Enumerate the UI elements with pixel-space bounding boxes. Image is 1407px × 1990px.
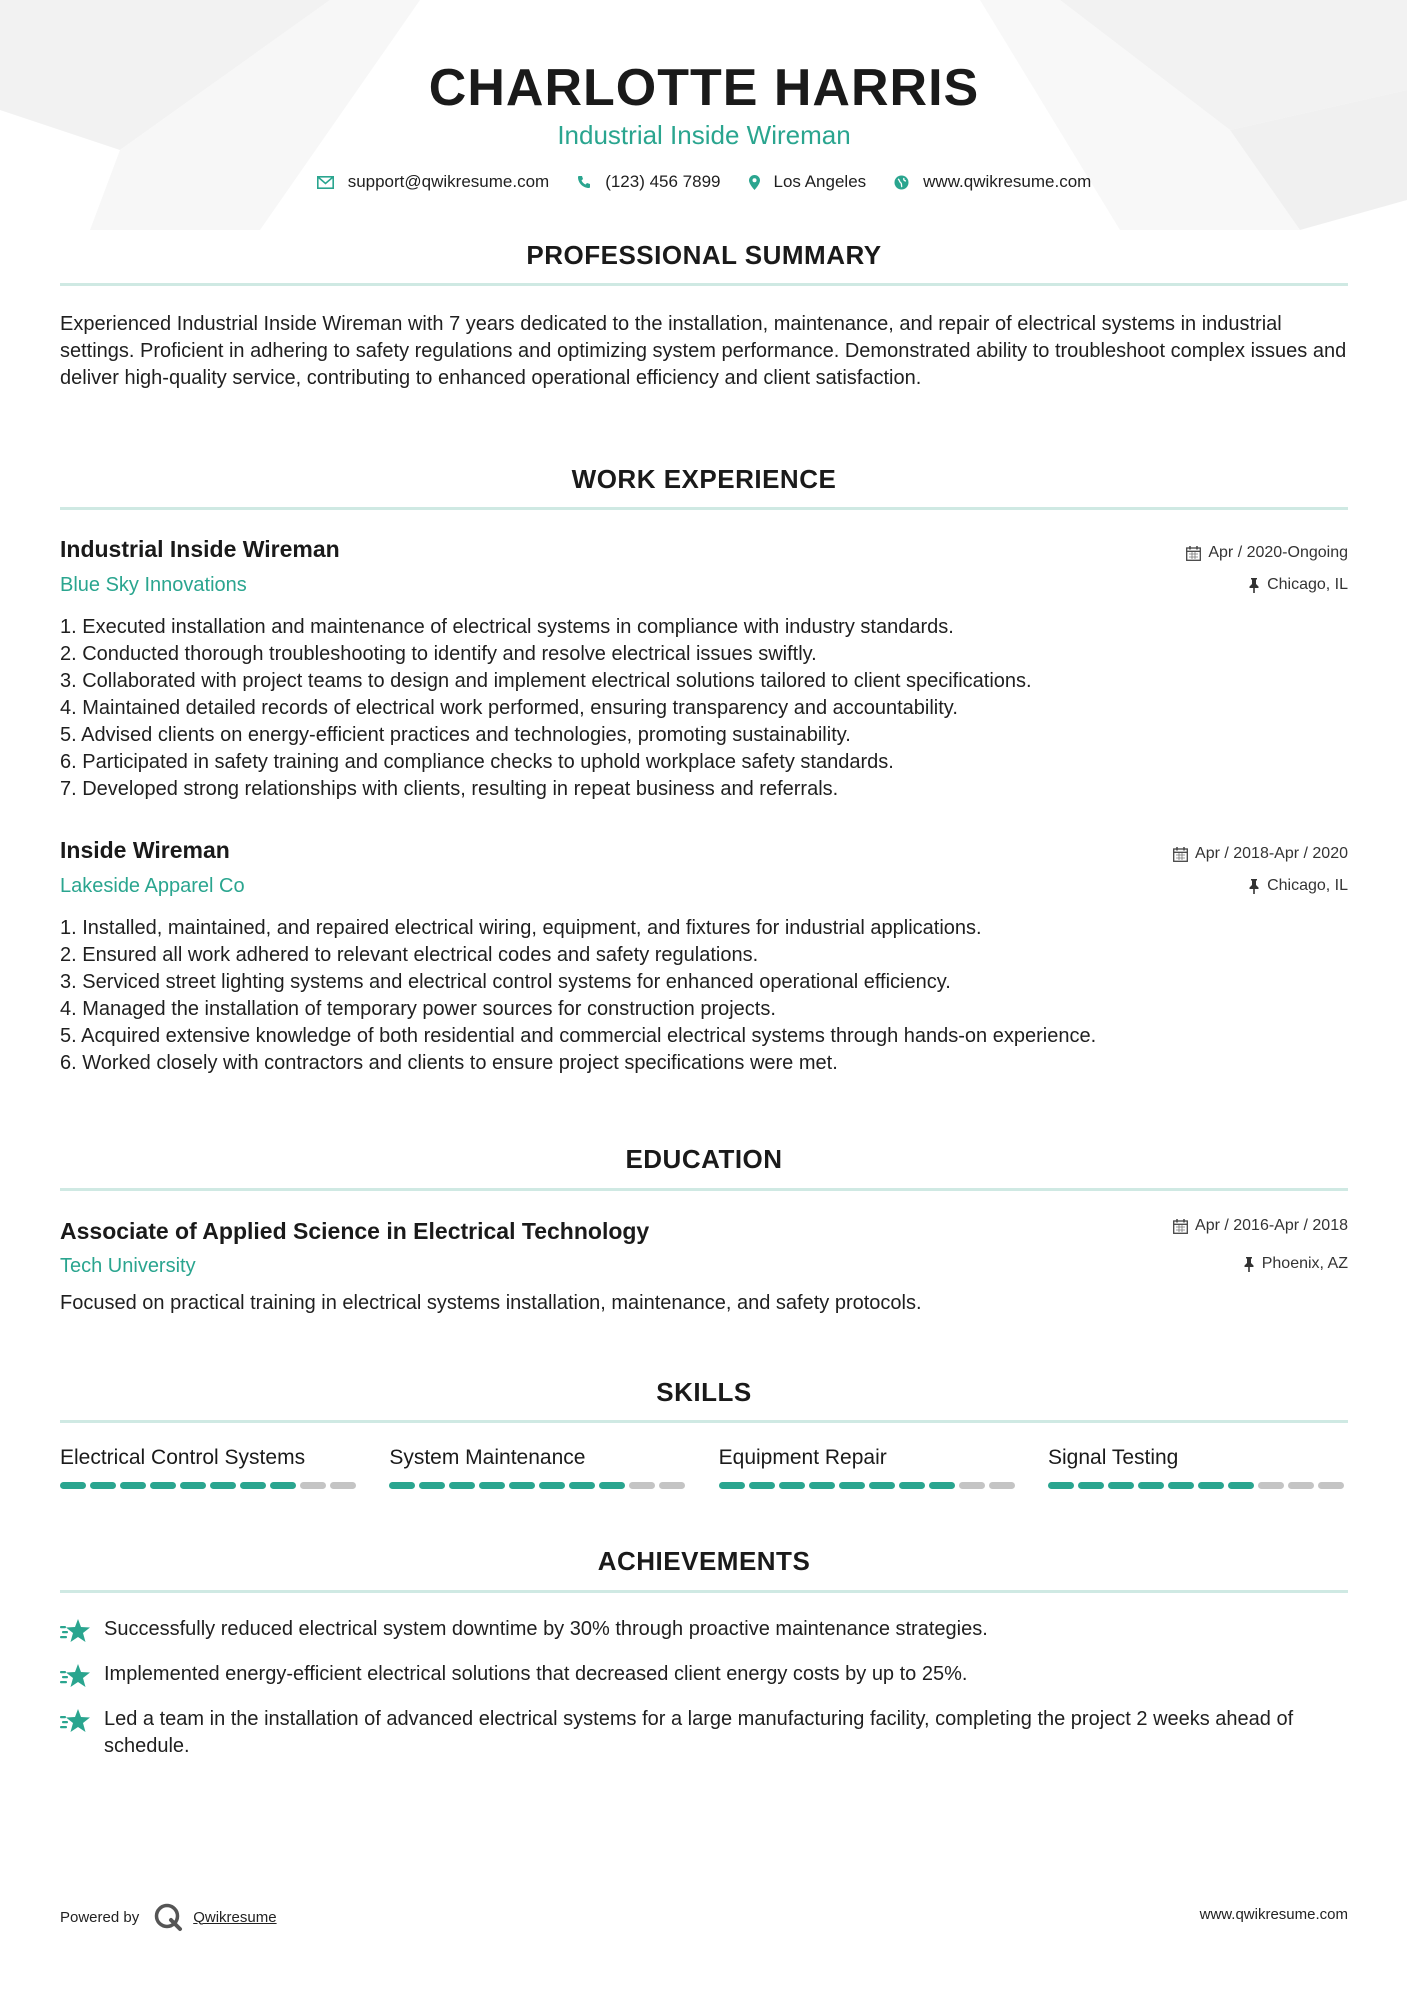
achievement-text: Implemented energy-efficient electrical solutions that decreased client energy costs by up to 25%. [104,1663,968,1685]
job-1-dates [1186,544,1348,562]
skill-level-segment [1258,1482,1284,1489]
globe-icon [894,175,909,190]
skill-level-segment [300,1482,326,1489]
skill-level-segment [449,1482,475,1489]
skill-level-segment [629,1482,655,1489]
calendar-icon [1173,847,1188,862]
education-dates [1173,1217,1348,1235]
skill-item [1048,1446,1348,1489]
list-item: 7. Developed strong relationships with clients, resulting in repeat business and referrals. [60,778,839,800]
job-2-dates-text: Apr / 2018-Apr / 2020 [1195,845,1348,862]
job-1-location-text: Chicago, IL [1267,576,1348,593]
list-item: 1. Installed, maintained, and repaired electrical wiring, equipment, and fixtures for industrial applications. [60,917,982,939]
phone-icon [577,175,591,189]
star-badge-icon [60,1618,92,1644]
job-2-company: Lakeside Apparel Co [60,875,245,897]
job-2-location-text: Chicago, IL [1267,877,1348,894]
pin-icon [1248,578,1260,593]
website-text: www.qwikresume.com [923,172,1092,191]
education-dates-text: Apr / 2016-Apr / 2018 [1195,1217,1348,1234]
skill-level-segment [839,1482,865,1489]
achievements-heading: ACHIEVEMENTS [597,1546,811,1576]
calendar-icon [1186,546,1201,561]
skill-item [60,1446,360,1489]
contact-location [749,172,867,192]
job-1-location [1248,576,1348,594]
job-2-bullets [60,915,1348,1077]
skill-level-segment [989,1482,1015,1489]
achievement-item [60,1706,1348,1760]
skills-divider [60,1420,1348,1423]
achievements-divider [60,1590,1348,1593]
footer-website[interactable]: www.qwikresume.com [1199,1906,1348,1923]
education-location-text: Phoenix, AZ [1261,1255,1348,1272]
skill-level-segment [1048,1482,1074,1489]
education-description: Focused on practical training in electrical systems installation, maintenance, and safety protocols. [60,1292,922,1314]
candidate-title: Industrial Inside Wireman [557,120,851,150]
skill-level-segment [1228,1482,1254,1489]
skill-level-segment [539,1482,565,1489]
list-item: 3. Serviced street lighting systems and electrical control systems for enhanced operational efficiency. [60,971,951,993]
skill-level-bar [60,1482,360,1489]
skill-level-segment [479,1482,505,1489]
skill-name: Signal Testing [1047,1446,1179,1469]
skill-level-bar [719,1482,1019,1489]
skill-item [719,1446,1019,1489]
skill-level-segment [959,1482,985,1489]
achievement-text: Led a team in the installation of advanced electrical systems for a large manufacturing facility, completing the project 2 weeks ahead of schedule. [104,1708,1294,1757]
skill-level-segment [809,1482,835,1489]
skill-level-segment [1198,1482,1224,1489]
job-2-location [1248,877,1348,895]
skill-level-segment [509,1482,535,1489]
education-school: Tech University [60,1255,196,1277]
pin-icon [1243,1257,1255,1272]
qwikresume-logo-icon [153,1902,183,1932]
contact-phone[interactable] [577,172,720,192]
star-badge-icon [60,1663,92,1689]
qwikresume-link[interactable]: Qwikresume [193,1908,277,1926]
star-badge-icon [60,1708,92,1734]
skill-item [389,1446,689,1489]
phone-text: (123) 456 7899 [605,172,721,191]
skill-level-bar [1048,1482,1348,1489]
skill-level-segment [719,1482,745,1489]
skill-level-segment [749,1482,775,1489]
skill-name: System Maintenance [389,1446,586,1469]
education-heading: EDUCATION [625,1144,783,1174]
envelope-icon [317,176,334,189]
skill-level-segment [569,1482,595,1489]
calendar-icon [1173,1219,1188,1234]
location-text: Los Angeles [773,172,867,191]
list-item: 4. Maintained detailed records of electrical work performed, ensuring transparency and accountability. [60,697,958,719]
job-1-bullets [60,614,1348,803]
summary-divider [60,283,1348,286]
map-pin-icon [749,175,760,190]
education-location [1243,1255,1348,1273]
email-text: support@qwikresume.com [347,172,550,191]
skill-level-segment [1078,1482,1104,1489]
job-2-dates [1173,845,1348,863]
skill-level-segment [659,1482,685,1489]
skills-heading: SKILLS [656,1377,752,1407]
skill-level-segment [90,1482,116,1489]
summary-text: Experienced Industrial Inside Wireman with 7 years dedicated to the installation, maintenance, and repair of electrical systems in industrial settings. Proficient in adhering to safety regulations and optimizing system performance. Demonstrated ability to troubleshoot complex issues and deliver high-quality service, contributing to enhanced operational efficiency and client satisfaction. [60,313,1347,389]
skill-level-segment [929,1482,955,1489]
skill-level-segment [270,1482,296,1489]
footer-powered-by [60,1902,277,1932]
experience-divider [60,507,1348,510]
experience-heading: WORK EXPERIENCE [571,464,837,494]
skill-level-segment [330,1482,356,1489]
list-item: 1. Executed installation and maintenance of electrical systems in compliance with industry standards. [60,616,954,638]
list-item: 5. Acquired extensive knowledge of both residential and commercial electrical systems through hands-on experience. [60,1025,1097,1047]
contact-bar [60,172,1348,192]
list-item: 5. Advised clients on energy-efficient practices and technologies, promoting sustainability. [60,724,851,746]
skill-name: Equipment Repair [718,1446,887,1469]
achievement-text: Successfully reduced electrical system downtime by 30% through proactive maintenance strategies. [104,1618,988,1640]
skill-level-segment [1138,1482,1164,1489]
pin-icon [1248,879,1260,894]
list-item: 6. Participated in safety training and compliance checks to uphold workplace safety standards. [60,751,894,773]
contact-email[interactable] [317,172,550,192]
skill-level-segment [419,1482,445,1489]
skill-level-segment [120,1482,146,1489]
powered-by-label: Powered by [60,1908,140,1926]
achievement-item [60,1661,1348,1689]
list-item: 2. Ensured all work adhered to relevant electrical codes and safety regulations. [60,944,759,966]
summary-heading: PROFESSIONAL SUMMARY [526,240,882,270]
skill-level-segment [869,1482,895,1489]
job-1-company: Blue Sky Innovations [60,574,247,596]
contact-website[interactable] [894,172,1091,192]
job-1-role: Industrial Inside Wireman [60,536,340,562]
list-item: 3. Collaborated with project teams to design and implement electrical solutions tailored to client specifications. [60,670,1032,692]
skill-level-segment [1108,1482,1134,1489]
job-2-role: Inside Wireman [60,837,230,863]
skill-name: Electrical Control Systems [60,1446,306,1469]
education-degree: Associate of Applied Science in Electrical Technology [60,1218,650,1244]
skill-level-segment [779,1482,805,1489]
list-item: 4. Managed the installation of temporary power sources for construction projects. [60,998,776,1020]
skill-level-segment [1288,1482,1314,1489]
achievement-item [60,1616,1348,1644]
skill-level-bar [389,1482,689,1489]
skill-level-segment [210,1482,236,1489]
skill-level-segment [60,1482,86,1489]
skill-level-segment [1318,1482,1344,1489]
candidate-name: CHARLOTTE HARRIS [428,59,980,117]
job-1-dates-text: Apr / 2020-Ongoing [1208,544,1348,561]
skill-level-segment [899,1482,925,1489]
list-item: 2. Conducted thorough troubleshooting to identify and resolve electrical issues swiftly. [60,643,817,665]
skill-level-segment [389,1482,415,1489]
skill-level-segment [150,1482,176,1489]
skill-level-segment [1168,1482,1194,1489]
skill-level-segment [240,1482,266,1489]
list-item: 6. Worked closely with contractors and clients to ensure project specifications were met. [60,1052,838,1074]
skill-level-segment [599,1482,625,1489]
skills-list [60,1446,1348,1489]
skill-level-segment [180,1482,206,1489]
education-divider [60,1188,1348,1191]
